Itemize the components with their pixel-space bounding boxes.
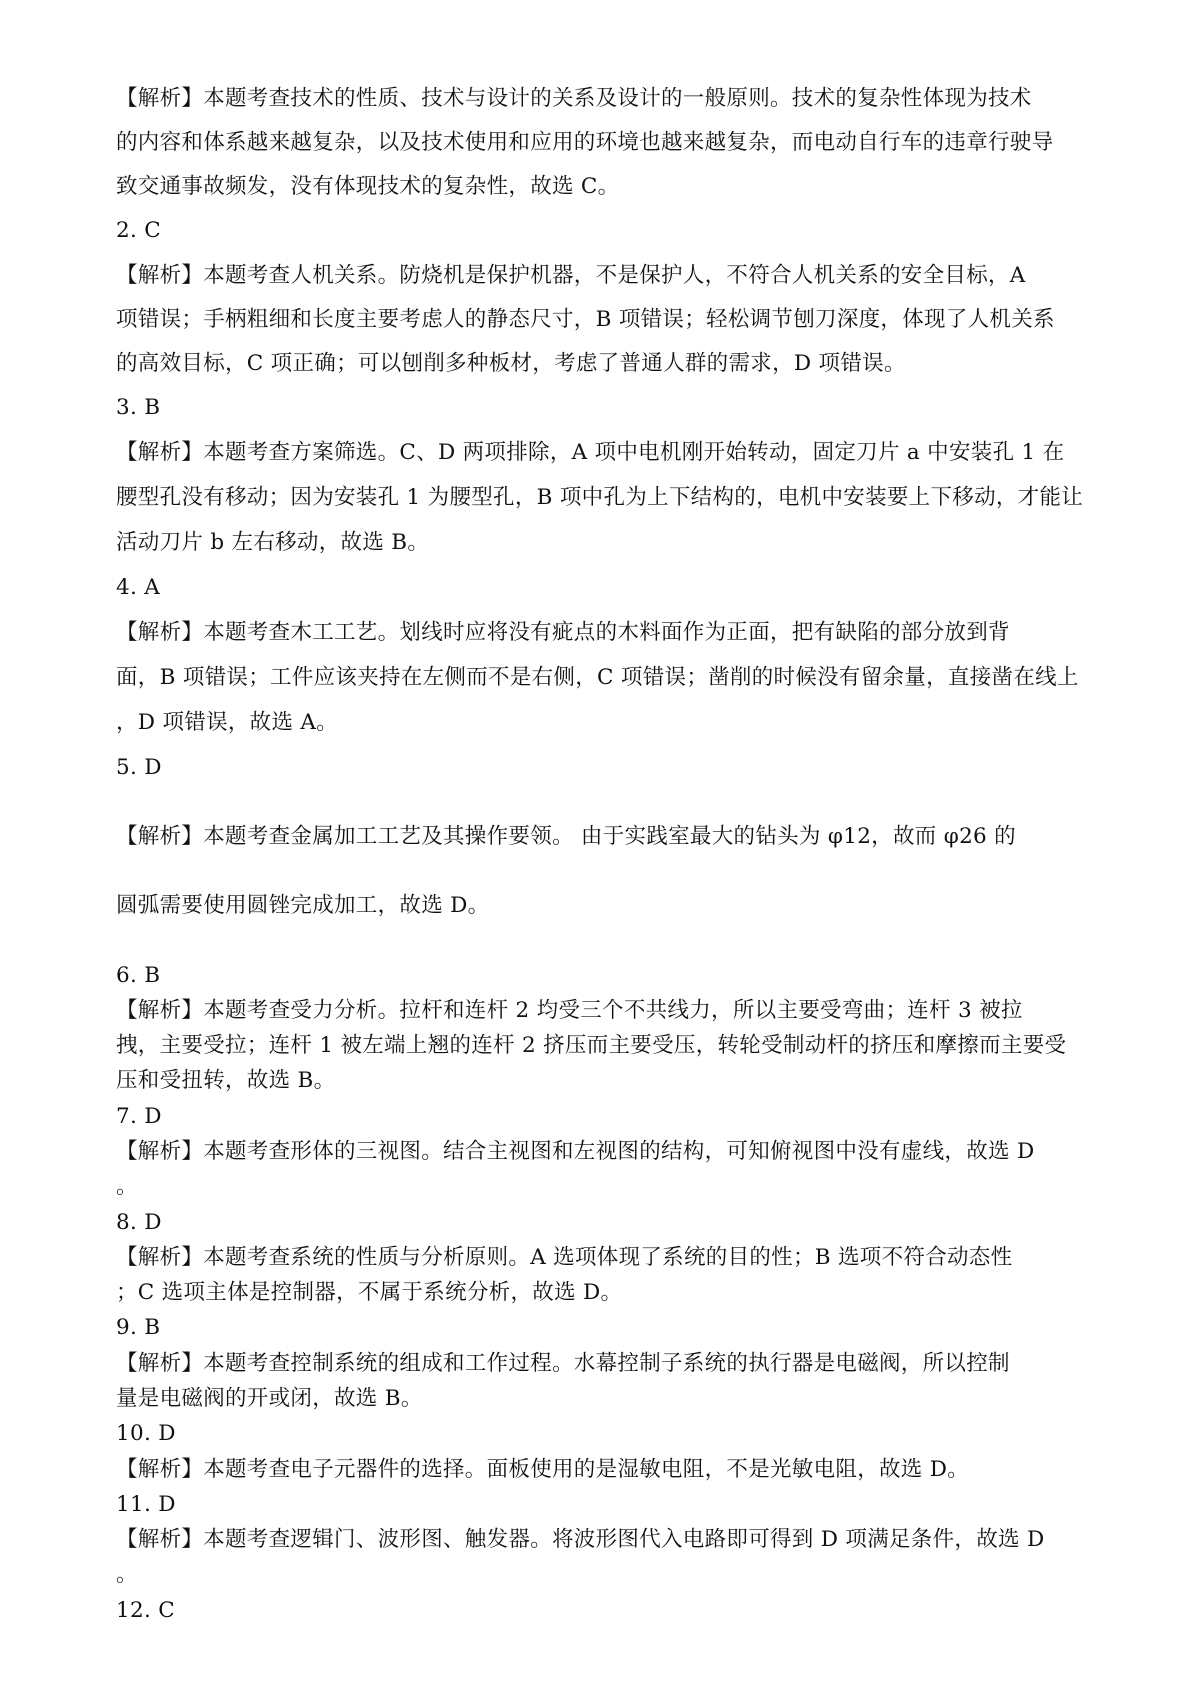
q7-answer: 7. D [116, 1104, 162, 1129]
q5-analysis-line-2: 圆弧需要使用圆锉完成加工，故选 D。 [116, 893, 490, 918]
q4-analysis-line-2: 面，B 项错误；工件应该夹持在左侧而不是右侧，C 项错误；凿削的时候没有留余量，直接凿在线上 [116, 665, 1079, 690]
q10-answer: 10. D [116, 1421, 176, 1446]
q9-analysis-line-1: 【解析】本题考查控制系统的组成和工作过程。水幕控制子系统的执行器是电磁阀，所以控制 [116, 1351, 1010, 1376]
q6-analysis-line-3: 压和受扭转，故选 B。 [116, 1068, 336, 1093]
q11-analysis-line-1: 【解析】本题考查逻辑门、波形图、触发器。将波形图代入电路即可得到 D 项满足条件，故选 D [116, 1527, 1045, 1552]
q9-answer: 9. B [116, 1315, 161, 1340]
q2-analysis-line-3: 的高效目标，C 项正确；可以刨削多种板材，考虑了普通人群的需求，D 项错误。 [116, 351, 906, 376]
q6-analysis-line-1: 【解析】本题考查受力分析。拉杆和连杆 2 均受三个不共线力，所以主要受弯曲；连杆 3 被拉 [116, 998, 1023, 1023]
q2-answer: 2. C [116, 218, 161, 243]
q11-analysis-line-2: 。 [116, 1562, 138, 1587]
q1-analysis-line-1: 【解析】本题考查技术的性质、技术与设计的关系及设计的一般原则。技术的复杂性体现为技术 [116, 86, 1032, 111]
q4-analysis-line-3: ，D 项错误，故选 A。 [116, 710, 339, 735]
q3-analysis-line-1: 【解析】本题考查方案筛选。C、D 两项排除，A 项中电机刚开始转动，固定刀片 a 中安装孔 1 在 [116, 440, 1065, 465]
q12-answer: 12. C [116, 1598, 175, 1623]
q9-analysis-line-2: 量是电磁阀的开或闭，故选 B。 [116, 1386, 423, 1411]
q6-answer: 6. B [116, 963, 161, 988]
q4-answer: 4. A [116, 575, 161, 600]
q1-analysis-line-2: 的内容和体系越来越复杂，以及技术使用和应用的环境也越来越复杂，而电动自行车的违章行驶导 [116, 130, 1054, 155]
q11-answer: 11. D [116, 1492, 176, 1517]
q7-analysis-line-1: 【解析】本题考查形体的三视图。结合主视图和左视图的结构，可知俯视图中没有虚线，故选 D [116, 1139, 1035, 1164]
q1-analysis-line-3: 致交通事故频发，没有体现技术的复杂性，故选 C。 [116, 174, 620, 199]
q5-answer: 5. D [116, 755, 162, 780]
q3-analysis-line-2: 腰型孔没有移动；因为安装孔 1 为腰型孔，B 项中孔为上下结构的，电机中安装要上下移动，才能让 [116, 485, 1084, 510]
q10-analysis-line-1: 【解析】本题考查电子元器件的选择。面板使用的是湿敏电阻，不是光敏电阻，故选 D。 [116, 1457, 970, 1482]
q4-analysis-line-1: 【解析】本题考查木工工艺。划线时应将没有疵点的木料面作为正面，把有缺陷的部分放到背 [116, 620, 1010, 645]
q8-analysis-line-2: ；C 选项主体是控制器，不属于系统分析，故选 D。 [116, 1280, 623, 1305]
q2-analysis-line-2: 项错误；手柄粗细和长度主要考虑人的静态尺寸，B 项错误；轻松调节刨刀深度，体现了人机关系 [116, 307, 1055, 332]
q6-analysis-line-2: 拽，主要受拉；连杆 1 被左端上翘的连杆 2 挤压而主要受压，转轮受制动杆的挤压和摩擦而主要受 [116, 1033, 1067, 1058]
q5-analysis-line-1: 【解析】本题考查金属加工工艺及其操作要领。 由于实践室最大的钻头为 φ12，故而 φ26 的 [116, 824, 1016, 849]
q8-analysis-line-1: 【解析】本题考查系统的性质与分析原则。A 选项体现了系统的目的性；B 选项不符合动态性 [116, 1245, 1013, 1270]
q2-analysis-line-1: 【解析】本题考查人机关系。防烧机是保护机器，不是保护人，不符合人机关系的安全目标，A [116, 263, 1026, 288]
q3-analysis-line-3: 活动刀片 b 左右移动，故选 B。 [116, 530, 430, 555]
q3-answer: 3. B [116, 395, 161, 420]
q8-answer: 8. D [116, 1210, 162, 1235]
q7-analysis-line-2: 。 [116, 1174, 138, 1199]
